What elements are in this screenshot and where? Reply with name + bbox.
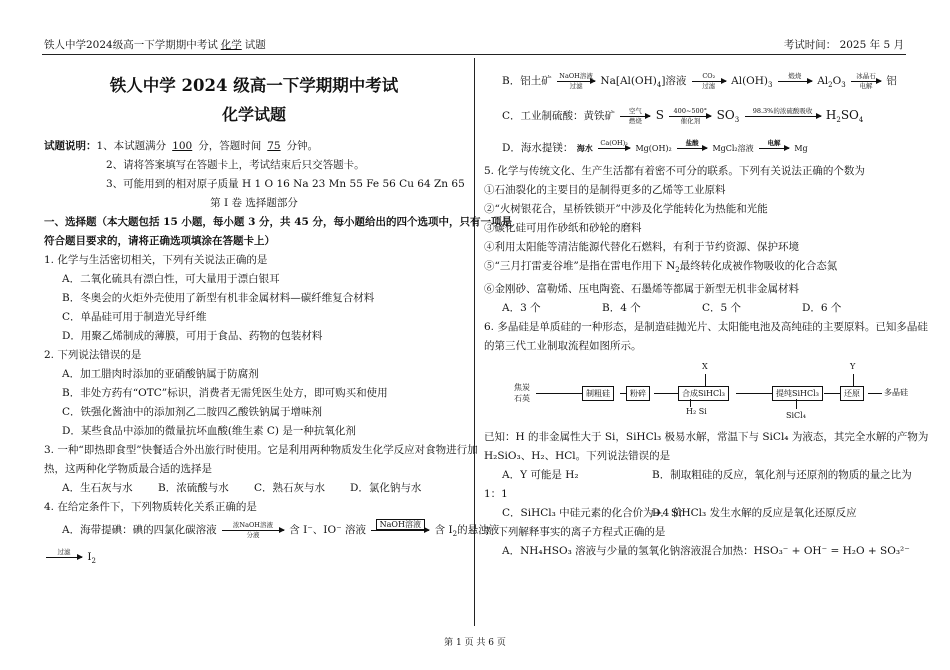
q5-option-c: C．5 个	[702, 302, 742, 315]
q2-option-c: C．铁强化酱油中的添加剂乙二胺四乙酸铁钠属于增味剂	[62, 406, 323, 418]
q7-option-a: A．NH₄HSO₃ 溶液与少量的氢氧化钠溶液混合加热：HSO₃⁻ + OH⁻ = H₂O + SO₃²⁻	[502, 545, 910, 558]
header-rule	[42, 54, 906, 55]
q4a-arrow-2: NaOH溶液	[371, 530, 429, 531]
flow-byproduct-h2-si: H₂ Si	[686, 407, 707, 417]
q6-option-d: D．SiHCl₃ 发生水解的反应是氧化还原反应	[652, 507, 857, 520]
q3-option-b: B．浓硫酸与水	[158, 482, 229, 494]
q5-statement-4: ④利用太阳能等清洁能源代替化石燃料，有利于节约资源、保护环境	[484, 241, 799, 254]
q4-option-a-cont: 过滤 $I_2$	[44, 548, 464, 571]
q2-option-a: A．加工腊肉时添加的亚硝酸钠属于防腐剂	[62, 368, 259, 380]
header-exam-time: 考试时间： 2025 年 5 月	[783, 39, 904, 51]
q6-options-ab	[484, 466, 914, 485]
q5-option-a: A．3 个	[502, 302, 541, 315]
instructions-item-1: 试题说明：1、本试题满分 100 分，答题时间 75 分钟。	[44, 140, 319, 152]
flow-box-crush: 粉碎	[626, 386, 650, 401]
q4a-arrow-3: 过滤	[46, 557, 82, 558]
q6-option-a: A．Y 可能是 H₂	[502, 469, 579, 482]
q5-stem: 5. 化学与传统文化、生产生活都有着密不可分的联系。下列有关说法正确的个数为	[484, 165, 865, 178]
q6-option-b-cont: 1：1	[484, 488, 508, 501]
flow-input-coke: 焦炭	[514, 383, 530, 393]
section-title: 第 Ⅰ 卷 选择题部分	[210, 197, 298, 209]
q6-known-1: 已知：H 的非金属性大于 Si，SiHCl₃ 极易水解，常温下与 SiCl₄ 为液态，其完全水解的产物为	[484, 431, 929, 444]
q3-stem-1: 3. 一种“即热即食型”快餐适合外出旅行时使用。它是利用两种物质发生化学反应对食物进行加	[44, 444, 478, 456]
flow-reagent-x: X	[702, 362, 708, 372]
q4-option-b: B．铝土矿 NaOH溶液 过滤 $Na[Al(OH)_4]$溶液 CO₂ 过滤 $Al(OH)_3$ 煅烧 $Al_2O_3$ 冰晶石 电解 铝	[502, 71, 897, 90]
header-left	[44, 37, 266, 52]
page-number: 第 1 页 共 6 页	[444, 638, 506, 648]
flow-box-crude-si: 制粗硅	[582, 386, 614, 401]
exam-subtitle: 化学试题	[221, 105, 286, 124]
flow-byproduct-sicl4: SiCl₄	[786, 411, 806, 421]
flow-reagent-y: Y	[850, 362, 856, 372]
q4-stem: 4. 在给定条件下，下列物质转化关系正确的是	[44, 501, 257, 513]
q6-options-cd	[484, 504, 914, 523]
header-school: 铁人中学2024级高一下学期期中考试	[44, 39, 218, 51]
flow-box-reduce: 还原	[840, 386, 864, 401]
q2-stem: 2. 下列说法错误的是	[44, 349, 142, 361]
q3-option-a: A．生石灰与水	[62, 482, 133, 494]
q6-option-c: C．SiHCl₃ 中硅元素的化合价为+4 价	[502, 507, 683, 520]
flow-input-quartz: 石英	[514, 394, 530, 404]
full-score: 100	[172, 140, 193, 152]
exam-duration: 75	[267, 140, 281, 152]
section-heading-2: 符合题目要求的，请将正确选项填涂在答题卡上）	[44, 235, 275, 247]
q7-stem: 7. 下列解释事实的离子方程式正确的是	[484, 526, 666, 539]
q6-known-2: H₂SiO₃、H₂、HCl。下列说法错误的是	[484, 450, 671, 463]
q5-options	[484, 299, 914, 318]
q5-statement-3: ③碳化硅可用作砂纸和砂轮的磨料	[484, 222, 642, 235]
q2-option-b: B．非处方药有“OTC”标识，消费者无需凭医生处方，即可购买和使用	[62, 387, 388, 399]
right-column	[484, 62, 929, 561]
q3-option-c: C．熟石灰与水	[254, 482, 326, 494]
q1-option-c: C．单晶硅可用于制造光导纤维	[62, 311, 207, 323]
q4-option-d: D．海水提镁： 海水 Ca(OH)₂ Mg(OH)₂ 盐酸 MgCl₂溶液 电解 Mg	[502, 138, 808, 155]
section-heading-1: 一、选择题（本大题包括 15 小题，每小题 3 分，共 45 分，每小题给出的四个选项中，只有一项是	[44, 216, 512, 228]
q5-option-d: D．6 个	[802, 302, 842, 315]
q3-stem-2: 热，这两种化学物质最合适的选择是	[44, 463, 212, 475]
flow-output-polysi: 多晶硅	[884, 388, 908, 398]
instructions-item-2: 2、请将答案填写在答题卡上，考试结束后只交答题卡。	[106, 159, 365, 171]
header-suffix: 试题	[244, 39, 266, 51]
q5-statement-6: ⑥金刚砂、富勒烯、压电陶瓷、石墨烯等都属于新型无机非金属材料	[484, 283, 799, 296]
q4a-arrow-1: 浓NaOH溶液 分液	[222, 530, 284, 531]
q5-statement-5: ⑤“三月打雷麦谷堆”是指在雷电作用下 $N_2$最终转化成被作物吸收的化合态氮	[484, 260, 838, 275]
q3-option-d: D．氯化钠与水	[350, 482, 422, 494]
q1-option-a: A．二氧化硫具有漂白性，可大量用于漂白银耳	[62, 273, 280, 285]
flow-box-purify: 提纯SiHCl₃	[772, 386, 823, 401]
q6-process-flow-diagram	[484, 362, 914, 426]
q4-option-a: A．海带提碘：碘的四氯化碳溶液 浓NaOH溶液 分液 含 I⁻、IO⁻ 溶液 NaOH溶液 含 $I_2$的悬浊液	[62, 519, 500, 539]
exam-title: 铁人中学 2024 级高一下学期期中考试	[109, 76, 399, 95]
q5-option-b: B．4 个	[602, 302, 641, 315]
q1-option-d: D．用聚乙烯制成的薄膜，可用于食品、药物的包装材料	[62, 330, 323, 342]
q3-options	[44, 479, 464, 498]
header-subject: 化学	[220, 39, 242, 51]
instructions-item-3: 3、可能用到的相对原子质量 H 1 O 16 Na 23 Mn 55 Fe 56 Cu 64 Zn 65	[106, 178, 465, 190]
q4-option-c: C．工业制硫酸：黄铁矿 空气 燃烧 S 400~500° 催化剂 $SO_3$ 98.3%的浓硫酸吸收 $H_2SO_4$	[502, 106, 864, 125]
q1-option-b: B．冬奥会的火炬外壳使用了新型有机非金属材料—碳纤维复合材料	[62, 292, 375, 304]
q5-statement-2: ②“火树银花合，星桥铁锁开”中涉及化学能转化为热能和光能	[484, 203, 768, 216]
q6-stem-2: 的第三代工业制取流程如图所示。	[484, 340, 642, 353]
q5-statement-1: ①石油裂化的主要目的是制得更多的乙烯等工业原料	[484, 184, 726, 197]
q1-stem: 1. 化学与生活密切相关，下列有关说法正确的是	[44, 254, 268, 266]
q6-option-b: B．制取粗硅的反应，氧化剂与还原剂的物质的量之比为	[652, 469, 912, 482]
flow-box-synthesize: 合成SiHCl₃	[678, 386, 729, 401]
q2-option-d: D．某些食品中添加的微量抗坏血酸(维生素 C) 是一种抗氧化剂	[62, 425, 356, 437]
q6-stem-1: 6. 多晶硅是单质硅的一种形态，是制造硅抛光片、太阳能电池及高纯硅的主要原料。已知多晶硅	[484, 321, 928, 334]
